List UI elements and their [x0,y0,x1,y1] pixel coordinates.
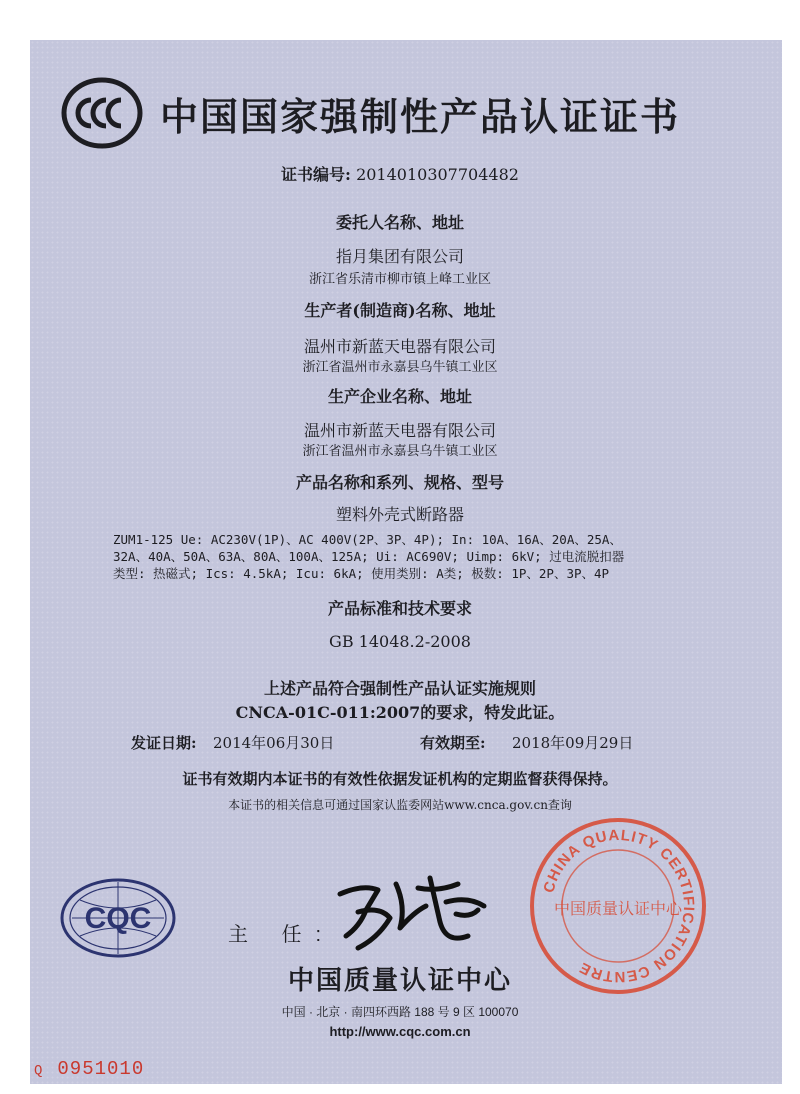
website-note: 本证书的相关信息可通过国家认监委网站www.cnca.gov.cn查询 [228,798,572,812]
manufacturer-address: 浙江省温州市永嘉县乌牛镇工业区 [302,360,498,375]
manufacturer-name: 温州市新蓝天电器有限公司 [303,337,496,356]
manufacturer-heading: 生产者(制造商)名称、地址 [304,301,496,320]
valid-until-value: 2018年09月29日 [512,734,634,752]
issue-date-label: 发证日期: [131,734,197,752]
conformity-line-2: CNCA-01C-011:2007的要求，特发此证。 [235,703,565,722]
client-address: 浙江省乐清市柳市镇上峰工业区 [308,272,491,287]
director-signature [318,866,498,956]
product-name: 塑料外壳式断路器 [335,505,464,524]
official-seal [528,816,708,996]
director-label: 主 任: [228,924,336,946]
factory-name: 温州市新蓝天电器有限公司 [303,421,496,440]
certificate-number [0,162,800,185]
issue-date-value: 2014年06月30日 [213,734,335,752]
client-heading: 委托人名称、地址 [335,213,464,232]
product-spec-line: 类型: 热磁式; Ics: 4.5kA; Icu: 6kA; 使用类别: A类; 极数: 1P、2P、3P、4P [113,566,610,581]
product-heading: 产品名称和系列、规格、型号 [295,473,504,492]
certificate-number-value: 2014010307704482 [356,165,519,184]
product-spec-line: 32A、40A、50A、63A、80A、100A、125A; Ui: AC690V; Uimp: 6kV; 过电流脱扣器 [113,549,625,564]
valid-until-label: 有效期至: [420,734,486,752]
serial-prefix: Q [34,1063,44,1079]
svg-text:中国质量认证中心: 中国质量认证中心 [553,899,683,918]
standard-heading: 产品标准和技术要求 [327,599,472,618]
svg-text:CHINA QUALITY CERTIFICATION CE: CHINA QUALITY CERTIFICATION CENTRE [540,826,698,986]
cqc-logo [58,876,178,960]
certificate-title: 中国国家强制性产品认证证书 [160,94,681,139]
factory-heading: 生产企业名称、地址 [327,387,472,406]
product-spec [113,531,673,582]
standard-value: GB 14048.2-2008 [329,632,471,651]
organization-url: http://www.cqc.com.cn [329,1024,471,1039]
ccc-logo [61,76,143,150]
client-name: 指月集团有限公司 [335,247,464,266]
organization-address: 中国 · 北京 · 南四环西路 188 号 9 区 100070 [281,1005,519,1019]
serial-value: 0951010 [57,1058,145,1080]
serial-number [34,1058,144,1080]
conformity-line-1: 上述产品符合强制性产品认证实施规则 [263,679,536,698]
factory-address: 浙江省温州市永嘉县乌牛镇工业区 [302,444,498,459]
validity-note: 证书有效期内本证书的有效性依据发证机构的定期监督获得保持。 [182,770,618,788]
certificate-number-label: 证书编号: [281,165,351,184]
organization-name: 中国质量认证中心 [287,965,512,995]
svg-text:CQC: CQC [84,902,152,935]
product-spec-line: ZUM1-125 Ue: AC230V(1P)、AC 400V(2P、3P、4P); In: 10A、16A、20A、25A、 [113,532,622,547]
